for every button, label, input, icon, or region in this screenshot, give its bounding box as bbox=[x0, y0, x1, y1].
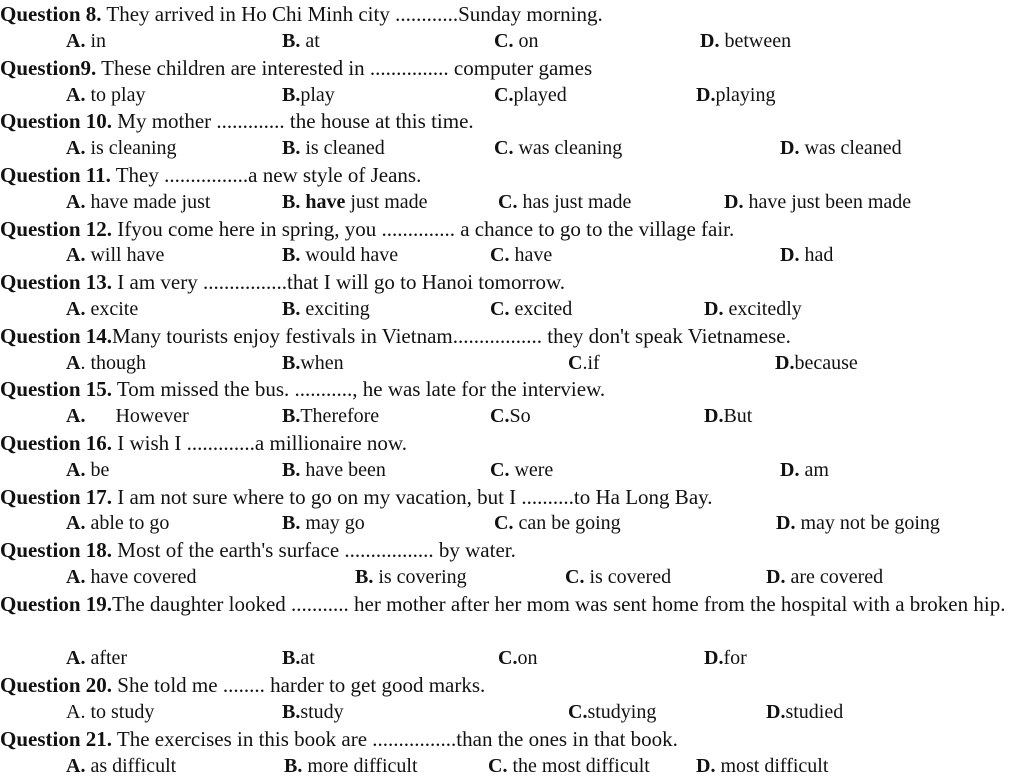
q21-option-b: B. more difficult bbox=[284, 755, 418, 777]
q11-option-b: B. have just made bbox=[282, 191, 428, 213]
q16-option-a: A. be bbox=[66, 459, 110, 481]
q18-option-c: C. is covered bbox=[565, 566, 672, 588]
question-20: Question 20. She told me ........ harder to get good marks. bbox=[0, 673, 486, 697]
q13-option-c: C. excited bbox=[490, 298, 573, 320]
q8-option-d: D. between bbox=[700, 30, 792, 52]
q18-option-b: B. is covering bbox=[355, 566, 467, 588]
question-9: Question9. These children are interested in ............... computer games bbox=[0, 56, 593, 80]
q10-option-d: D. was cleaned bbox=[780, 137, 902, 159]
q21-option-d: D. most difficult bbox=[696, 755, 829, 777]
question-12: Question 12. Ifyou come here in spring, you .............. a chance to go to the village fair. bbox=[0, 217, 735, 241]
q20-option-d: D.studied bbox=[766, 701, 844, 723]
q16-option-d: D. am bbox=[780, 459, 829, 481]
q10-option-b: B. is cleaned bbox=[282, 137, 385, 159]
q14-option-c: C.if bbox=[568, 352, 600, 374]
q13-option-a: A. excite bbox=[66, 298, 139, 320]
q10-option-a: A. is cleaning bbox=[66, 137, 177, 159]
q16-option-b: B. have been bbox=[282, 459, 386, 481]
q15-option-b: B.Therefore bbox=[282, 405, 380, 427]
q12-option-b: B. would have bbox=[282, 244, 399, 266]
q17-option-b: B. may go bbox=[282, 512, 365, 534]
question-13: Question 13. I am very ................that I will go to Hanoi tomorrow. bbox=[0, 270, 565, 294]
q18-option-a: A. have covered bbox=[66, 566, 197, 588]
q19-option-b: B.at bbox=[282, 647, 315, 669]
question-16: Question 16. I wish I .............a millionaire now. bbox=[0, 431, 407, 455]
q12-option-c: C. have bbox=[490, 244, 553, 266]
q17-option-c: C. can be going bbox=[494, 512, 621, 534]
question-15: Question 15. Tom missed the bus. ..........., he was late for the interview. bbox=[0, 377, 606, 401]
q8-option-a: A. in bbox=[66, 30, 107, 52]
q10-option-c: C. was cleaning bbox=[494, 137, 623, 159]
q11-option-a: A. have made just bbox=[66, 191, 211, 213]
q9-option-c: C.played bbox=[494, 84, 567, 106]
q12-option-d: D. had bbox=[780, 244, 834, 266]
q9-option-a: A. to play bbox=[66, 84, 146, 106]
q9-option-b: B.play bbox=[282, 84, 335, 106]
question-11: Question 11. They ................a new style of Jeans. bbox=[0, 163, 422, 187]
q19-option-d: D.for bbox=[704, 647, 747, 669]
question-19: Question 19.The daughter looked ........... her mother after her mom was sent home from the hospital with a broken hip. bbox=[0, 592, 1006, 616]
q17-option-a: A. able to go bbox=[66, 512, 170, 534]
q11-option-c: C. has just made bbox=[498, 191, 632, 213]
q15-option-d: D.But bbox=[704, 405, 753, 427]
question-10: Question 10. My mother ............. the house at this time. bbox=[0, 109, 474, 133]
q21-option-c: C. the most difficult bbox=[488, 755, 650, 777]
q21-option-a: A. as difficult bbox=[66, 755, 177, 777]
q16-option-c: C. were bbox=[490, 459, 554, 481]
q20-option-b: B.study bbox=[282, 701, 344, 723]
q19-option-c: C.on bbox=[498, 647, 538, 669]
q17-option-d: D. may not be going bbox=[776, 512, 940, 534]
question-21: Question 21. The exercises in this book are ................than the ones in that book. bbox=[0, 727, 678, 751]
question-14: Question 14.Many tourists enjoy festivals in Vietnam................. they don't speak Vietnamese. bbox=[0, 324, 791, 348]
q19-option-a: A. after bbox=[66, 647, 128, 669]
q18-option-d: D. are covered bbox=[766, 566, 884, 588]
q8-option-c: C. on bbox=[494, 30, 539, 52]
q12-option-a: A. will have bbox=[66, 244, 165, 266]
q20-option-c: C.studying bbox=[568, 701, 657, 723]
q8-option-b: B. at bbox=[282, 30, 320, 52]
q11-option-d: D. have just been made bbox=[724, 191, 912, 213]
question-18: Question 18. Most of the earth's surface ................. by water. bbox=[0, 538, 516, 562]
q14-option-a: A. though bbox=[66, 352, 147, 374]
q13-option-b: B. exciting bbox=[282, 298, 370, 320]
q20-option-a: A. to study bbox=[66, 701, 155, 723]
q15-option-c: C.So bbox=[490, 405, 531, 427]
q15-option-a: A. However bbox=[66, 405, 189, 427]
q14-option-b: B.when bbox=[282, 352, 344, 374]
question-8: Question 8. They arrived in Ho Chi Minh city ............Sunday morning. bbox=[0, 2, 603, 26]
q9-option-d: D.playing bbox=[696, 84, 776, 106]
question-17: Question 17. I am not sure where to go on my vacation, but I ..........to Ha Long Bay. bbox=[0, 485, 713, 509]
q13-option-d: D. excitedly bbox=[704, 298, 802, 320]
q14-option-d: D.because bbox=[775, 352, 858, 374]
